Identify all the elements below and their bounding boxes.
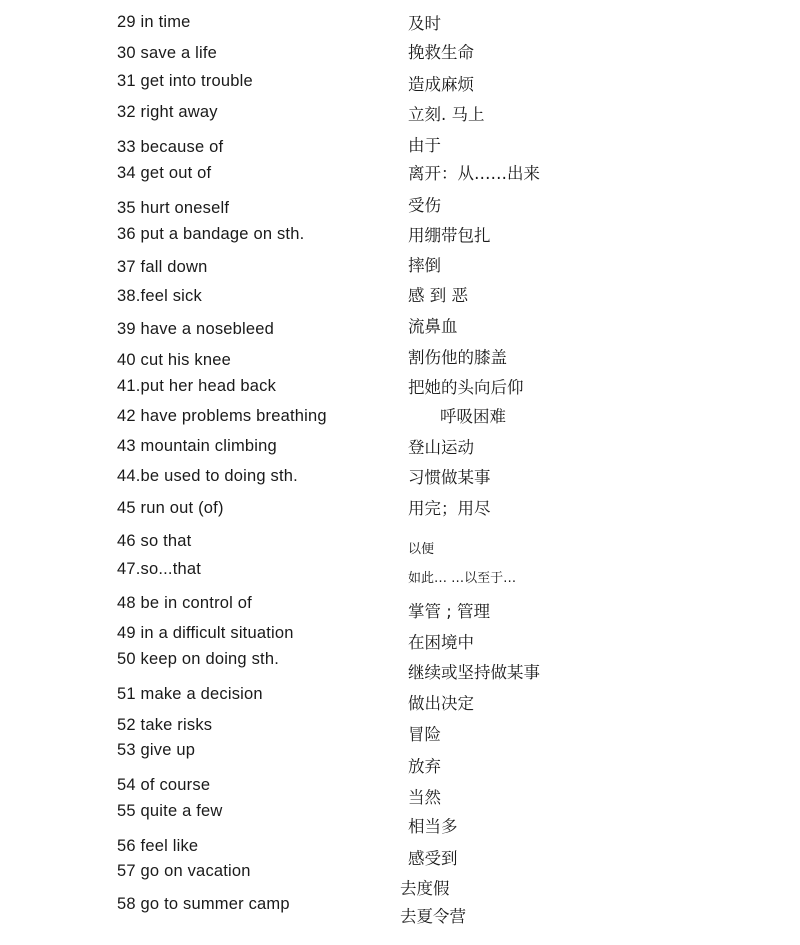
chinese-translation: 感受到 — [408, 849, 458, 868]
chinese-translation: 挽救生命 — [408, 43, 474, 62]
english-phrase: 50 keep on doing sth. — [117, 650, 279, 668]
chinese-translation: 摔倒 — [408, 256, 441, 275]
chinese-translation: 受伤 — [408, 196, 441, 215]
english-phrase: 51 make a decision — [117, 685, 263, 703]
english-phrase: 47.so...that — [117, 560, 202, 578]
english-phrase: 54 of course — [117, 776, 211, 794]
chinese-translation: 流鼻血 — [408, 317, 458, 336]
chinese-translation: 放弃 — [408, 757, 441, 776]
english-phrase: 30 save a life — [117, 44, 218, 62]
chinese-translation: 冒险 — [408, 725, 441, 744]
chinese-translation: 以便 — [408, 542, 435, 557]
english-phrase: 57 go on vacation — [117, 862, 251, 880]
english-phrase: 33 because of — [117, 138, 224, 156]
chinese-translation: 做出决定 — [408, 694, 474, 713]
chinese-translation: 掌管 ; 管理 — [408, 602, 491, 621]
english-phrase: 35 hurt oneself — [117, 199, 230, 217]
english-phrase: 36 put a bandage on sth. — [117, 225, 305, 243]
chinese-translation: 把她的头向后仰 — [408, 378, 524, 397]
chinese-translation: 由于 — [408, 136, 441, 155]
chinese-translation: 用绷带包扎 — [408, 226, 491, 245]
chinese-translation: 呼吸困难 — [440, 407, 506, 426]
english-phrase: 45 run out (of) — [117, 499, 224, 517]
chinese-translation: 习惯做某事 — [408, 468, 491, 487]
english-phrase: 34 get out of — [117, 164, 212, 182]
chinese-translation: 感 到 恶 — [408, 286, 468, 305]
english-phrase: 41.put her head back — [117, 377, 277, 395]
chinese-translation: 当然 — [408, 788, 441, 807]
chinese-translation: 割伤他的膝盖 — [408, 348, 507, 367]
chinese-translation: 在困境中 — [408, 633, 474, 652]
english-phrase: 53 give up — [117, 741, 196, 759]
english-phrase: 58 go to summer camp — [117, 895, 290, 913]
english-phrase: 43 mountain climbing — [117, 437, 277, 455]
chinese-translation: 去度假 — [400, 879, 450, 898]
chinese-translation: 继续或坚持做某事 — [408, 663, 540, 682]
english-phrase: 49 in a difficult situation — [117, 624, 294, 642]
chinese-translation: 相当多 — [408, 817, 458, 836]
chinese-translation: 用完；用尽 — [408, 499, 491, 518]
english-phrase: 37 fall down — [117, 258, 208, 276]
english-phrase: 48 be in control of — [117, 594, 252, 612]
english-phrase: 32 right away — [117, 103, 218, 121]
chinese-translation: 及时 — [408, 14, 441, 33]
english-phrase: 44.be used to doing sth. — [117, 467, 298, 485]
english-phrase: 56 feel like — [117, 837, 199, 855]
english-phrase: 38.feel sick — [117, 287, 202, 305]
chinese-translation: 离开：从……出来 — [408, 164, 540, 183]
english-phrase: 31 get into trouble — [117, 72, 253, 90]
english-phrase: 55 quite a few — [117, 802, 223, 820]
english-phrase: 42 have problems breathing — [117, 407, 327, 425]
english-phrase: 40 cut his knee — [117, 351, 231, 369]
english-phrase: 39 have a nosebleed — [117, 320, 275, 338]
chinese-translation: 如此… …以至于… — [408, 571, 517, 586]
english-phrase: 29 in time — [117, 13, 191, 31]
english-phrase: 46 so that — [117, 532, 192, 550]
english-phrase: 52 take risks — [117, 716, 213, 734]
chinese-translation: 造成麻烦 — [408, 75, 474, 94]
chinese-translation: 去夏令营 — [400, 907, 466, 926]
chinese-translation: 登山运动 — [408, 438, 474, 457]
chinese-translation: 立刻. 马上 — [408, 105, 485, 124]
